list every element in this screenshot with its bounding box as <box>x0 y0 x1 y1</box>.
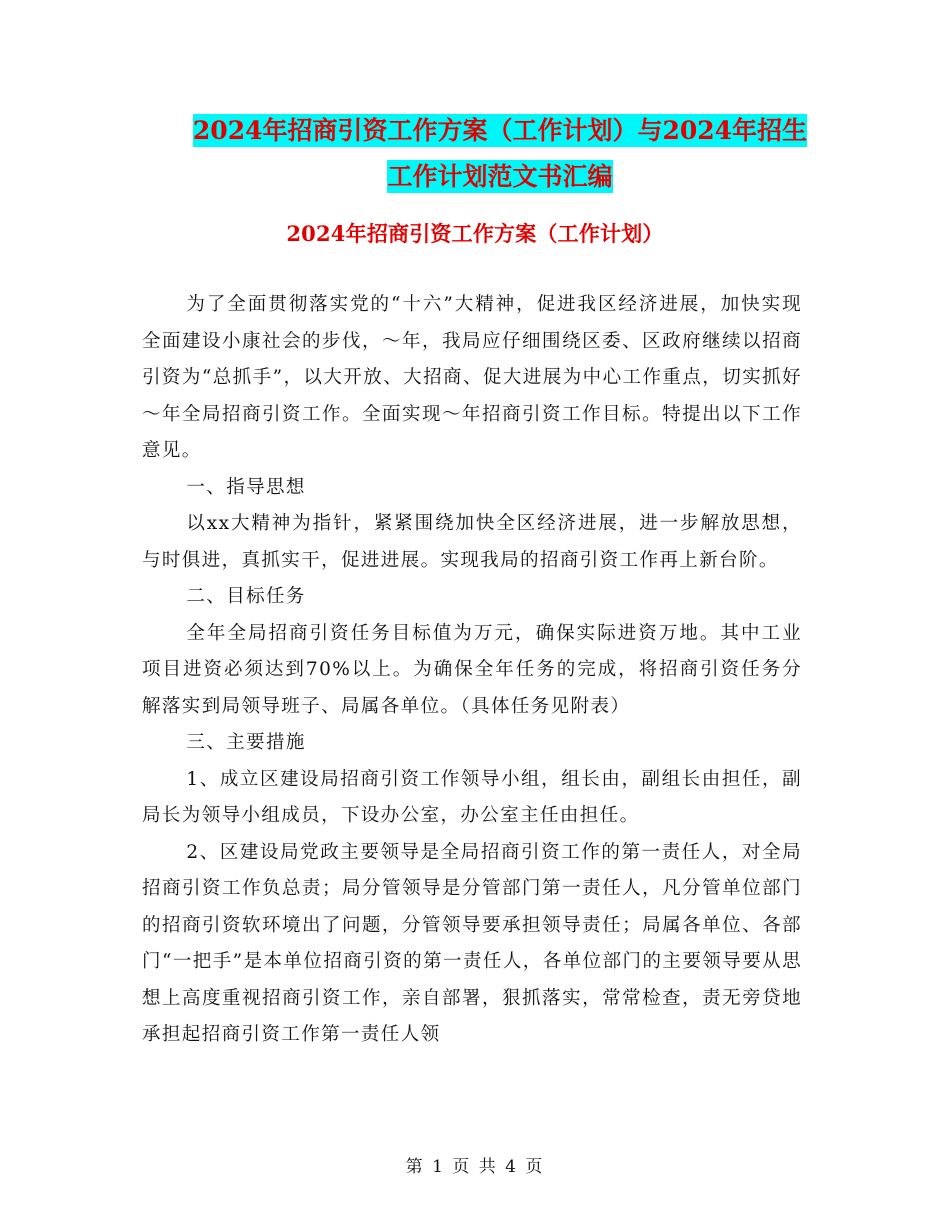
document-title-line-1: 2024年招商引资工作方案（工作计划）与2024年招生 <box>192 116 808 145</box>
heading-guiding-ideology: 一、指导思想 <box>186 476 306 498</box>
paragraph-goals-tasks: 全年全局招商引资任务目标值为万元，确保实际进资万地。其中工业项目进资必须达到70%以上。为确保全年任务的完成，将招商引资任务分解落实到局领导班子、局属各单位。（具体任务见附表） <box>142 622 802 717</box>
paragraph-measure-1: 1、成立区建设局招商引资工作领导小组，组长由，副组长由担任，副局长为领导小组成员，下设办公室，办公室主任由担任。 <box>142 768 802 826</box>
paragraph-guiding-ideology: 以xx大精神为指针，紧紧围绕加快全区经济进展，进一步解放思想，与时俱进，真抓实干，促进进展。实现我局的招商引资工作再上新台阶。 <box>142 513 802 571</box>
document-body <box>142 287 802 1054</box>
page-footer: 第 1 页 共 4 页 <box>405 1157 545 1177</box>
paragraph-measure-2: 2、区建设局党政主要领导是全局招商引资工作的第一责任人，对全局招商引资工作负总责；局分管领导是分管部门第一责任人，凡分管单位部门的招商引资软环境出了问题，分管领导要承担领导责任；局属各单位、各部门“一把手”是本单位招商引资的第一责任人，各单位部门的主要领导要从思想上高度重视招商引资工作，亲自部署，狠抓落实，常常检查，责无旁贷地承担起招商引资工作第一责任人领 <box>142 841 802 1045</box>
paragraph-intro: 为了全面贯彻落实党的“十六”大精神，促进我区经济进展，加快实现全面建设小康社会的步伐，～年，我局应仔细围绕区委、区政府继续以招商引资为“总抓手”，以大开放、大招商、促大进展为中心工作重点，切实抓好～年全局招商引资工作。全面实现～年招商引资工作目标。特提出以下工作意见。 <box>142 294 802 461</box>
heading-main-measures: 三、主要措施 <box>186 732 306 753</box>
document-title <box>100 108 900 200</box>
heading-goals-tasks: 二、目标任务 <box>186 586 306 607</box>
section-title: 2024年招商引资工作方案（工作计划） <box>286 221 664 246</box>
document-title-line-2: 工作计划范文书汇编 <box>387 162 613 191</box>
